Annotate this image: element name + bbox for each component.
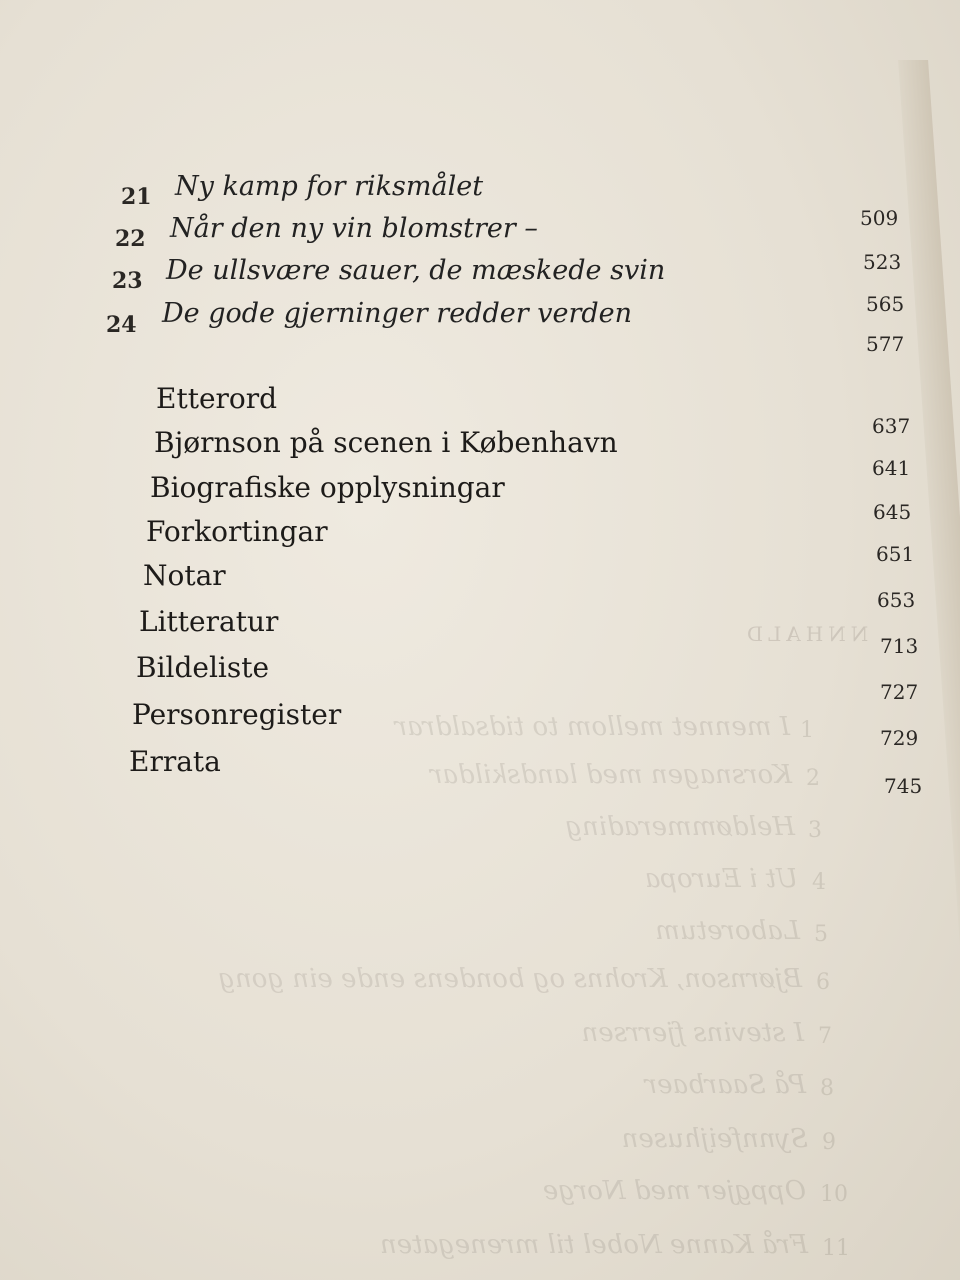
page-number: 713: [880, 634, 919, 658]
appendix-title: Bildeliste: [136, 651, 270, 684]
page-number: 509: [860, 206, 899, 230]
page-number: 637: [872, 414, 911, 438]
appendix-title: Biografiske opplysningar: [150, 471, 505, 504]
chapter-number: 24: [106, 312, 137, 338]
show-through-title: Laboretum: [655, 916, 800, 946]
appendix-title: Forkortingar: [146, 515, 328, 548]
show-through-number: 6: [816, 970, 830, 995]
show-through-number: 5: [814, 922, 828, 947]
page-number: 745: [884, 774, 923, 798]
show-through-title: Bjørnson, Krohns og bondens ende ein gong: [218, 964, 802, 994]
show-through-number: 11: [822, 1236, 850, 1261]
page-number: 577: [866, 332, 905, 356]
show-through-title: Korsnagen med landskildar: [430, 760, 792, 790]
show-through-number: 2: [806, 766, 820, 791]
show-through-number: 1: [800, 718, 814, 743]
show-through-number: 4: [812, 870, 826, 895]
chapter-title: De gode gjerninger redder verden: [162, 298, 633, 329]
show-through-title: I stevins fjerrsen: [581, 1018, 804, 1048]
show-through-title: Heldømmerading: [565, 812, 795, 842]
appendix-title: Notar: [143, 559, 226, 592]
appendix-title: Personregister: [132, 698, 342, 731]
appendix-title: Errata: [129, 745, 221, 778]
show-through-title: Oppgjer med Norge: [542, 1176, 806, 1206]
page-number: 651: [876, 542, 915, 566]
chapter-number: 23: [112, 268, 143, 294]
page-number: 523: [863, 250, 902, 274]
chapter-title: Ny kamp for riksmålet: [175, 171, 484, 202]
show-through-title: I mennet mellom to tidsaldrar: [394, 712, 790, 742]
show-through-title: Synnfeijhusen: [621, 1124, 808, 1154]
page-number: 653: [877, 588, 916, 612]
show-through-number: 9: [822, 1130, 836, 1155]
page-number: 727: [880, 680, 919, 704]
page-number: 565: [866, 292, 905, 316]
page-number: 645: [873, 500, 912, 524]
show-through-number: 8: [820, 1076, 834, 1101]
show-through-number: 3: [808, 818, 822, 843]
show-through-title: Ut i Europa: [644, 864, 798, 894]
show-through-heading: NNHALD: [742, 622, 869, 646]
show-through-title: Frå Kanne Nobel til mrenegaten: [380, 1230, 808, 1260]
appendix-title: Etterord: [156, 382, 278, 415]
show-through-title: På Saarbaer: [644, 1070, 806, 1100]
appendix-title: Litteratur: [139, 605, 279, 638]
show-through-number: 10: [820, 1182, 848, 1207]
chapter-title: De ullsvære sauer, de mæskede svin: [166, 255, 666, 286]
appendix-title: Bjørnson på scenen i København: [154, 426, 618, 459]
chapter-number: 22: [115, 226, 146, 252]
chapter-number: 21: [121, 184, 152, 210]
page-number: 641: [872, 456, 911, 480]
chapter-title: Når den ny vin blomstrer –: [170, 213, 538, 244]
show-through-number: 7: [818, 1024, 832, 1049]
page-number: 729: [880, 726, 919, 750]
